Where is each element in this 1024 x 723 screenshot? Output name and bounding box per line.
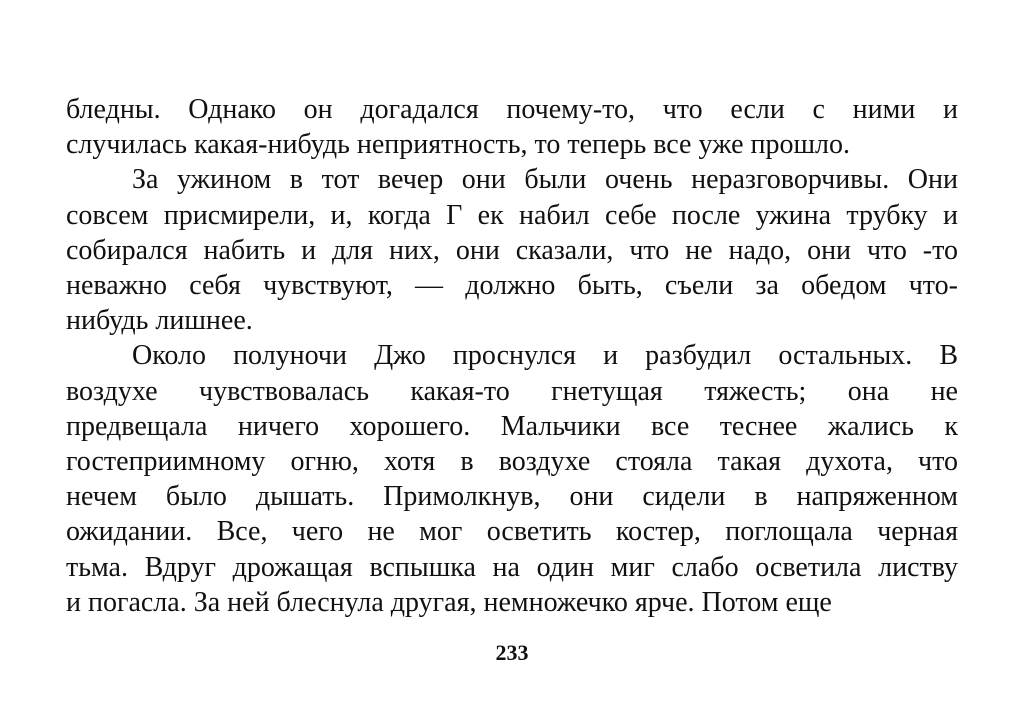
book-page-text xyxy=(66,92,958,620)
paragraph-1 xyxy=(66,92,958,162)
text-line: гостеприимному огню, хотя в воздухе стояла такая духота, что xyxy=(66,446,958,478)
text-line: тьма. Вдруг дрожащая вспышка на один миг слабо осветила листву xyxy=(66,551,958,583)
page-number: 233 xyxy=(495,640,529,665)
text-line: нечем было дышать. Примолкнув, они сидели в напряженном xyxy=(66,481,958,513)
paragraph-3 xyxy=(66,338,958,620)
text-line: воздухе чувствовалась какая-то гнетущая тяжесть; она не xyxy=(66,375,958,407)
text-line: За ужином в тот вечер они были очень неразговорчивы. Они xyxy=(132,164,958,196)
text-line: ожидании. Все, чего не мог осветить костер, поглощала черная xyxy=(66,516,958,548)
text-line: нибудь лишнее. xyxy=(66,305,253,337)
text-line: Около полуночи Джо проснулся и разбудил остальных. В xyxy=(132,340,958,372)
text-line: бледны. Однако он догадался почему-то, что если с ними и xyxy=(66,94,958,125)
text-line: и погасла. За ней блеснула другая, немножечко ярче. Потом еще xyxy=(66,586,832,618)
text-line: совсем присмирели, и, когда Г ек набил себе после ужина трубку и xyxy=(66,199,958,231)
text-line: предвещала ничего хорошего. Мальчики все теснее жались к xyxy=(66,410,958,442)
text-line: неважно себя чувствуют, — должно быть, съели за обедом что- xyxy=(66,270,958,302)
paragraph-2 xyxy=(66,162,958,338)
text-line: собирался набить и для них, они сказали, что не надо, они что -то xyxy=(66,234,958,266)
text-line: случилась какая-нибудь неприятность, то теперь все уже прошло. xyxy=(66,129,851,161)
